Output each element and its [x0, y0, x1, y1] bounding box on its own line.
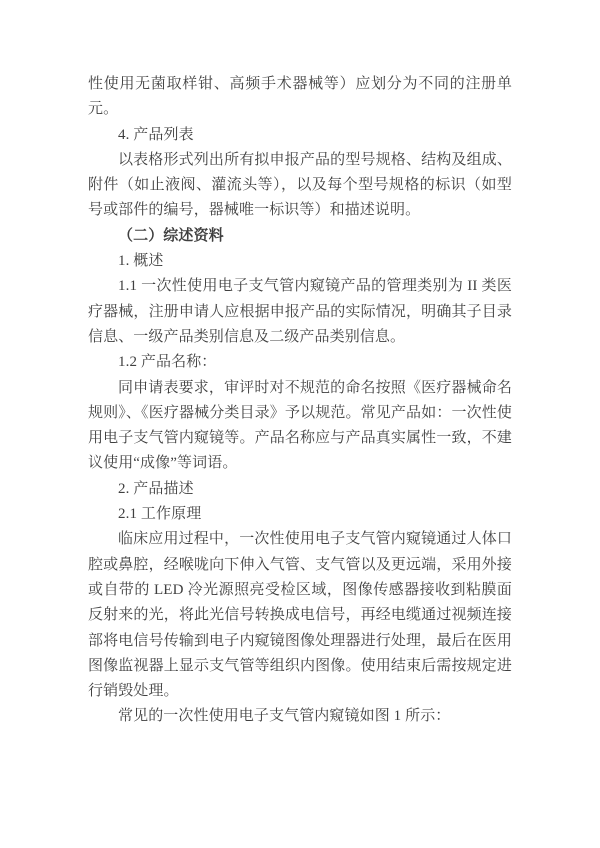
item-2-product-description-heading: 2. 产品描述	[118, 480, 194, 497]
item-1-overview-heading: 1. 概述	[118, 253, 164, 270]
item-1-2-product-name-body: 同申请表要求，审评时对不规范的命名按照《医疗器械命名规则》、《医疗器械分类目录》予以规范。常见产品如：一次性使用电子支气管内窥镜等。产品名称应与产品真实属性一致，不建议使用“成像”等词语。	[88, 379, 512, 472]
item-1-1-management-category-paragraph: 1.1 一次性使用电子支气管内窥镜产品的管理类别为 II 类医疗器械，注册申请人应根据申报产品的实际情况，明确其子目录信息、一级产品类别信息及二级产品类别信息。	[88, 278, 512, 345]
item-1-2-product-name-heading: 1.2 产品名称：	[118, 354, 217, 371]
item-4-product-list-heading: 4. 产品列表	[118, 126, 194, 143]
item-4-product-list-body: 以表格形式列出所有拟申报产品的型号规格、结构及组成、附件（如止液阀、灌流头等），以及每个型号规格的标识（如型号或部件的编号，器械唯一标识等）和描述说明。	[88, 151, 512, 219]
item-2-1-working-principle-body: 临床应用过程中，一次性使用电子支气管内窥镜通过人体口腔或鼻腔，经喉咙向下伸入气管、支气管以及更远端，采用外接或自带的 LED 冷光源照亮受检区域，图像传感器接收到粘膜面反射来的光，将此光信号转换成电信号，再经电缆通过视频连接部将电信号传输到电子内窥镜图像处理器进行处理，最后在医用图像监视器上显示支气管等组织内图像。使用结束后需按规定进行销毁处理。	[88, 531, 512, 700]
figure-1-lead-in-paragraph: 常见的一次性使用电子支气管内窥镜如图 1 所示：	[118, 708, 451, 725]
continued-paragraph-registration-unit: 性使用无菌取样钳、高频手术器械等）应划分为不同的注册单元。	[88, 76, 512, 118]
section-2-summary-materials-heading: （二）综述资料	[118, 227, 224, 244]
item-2-1-working-principle-heading: 2.1 工作原理	[118, 506, 202, 523]
